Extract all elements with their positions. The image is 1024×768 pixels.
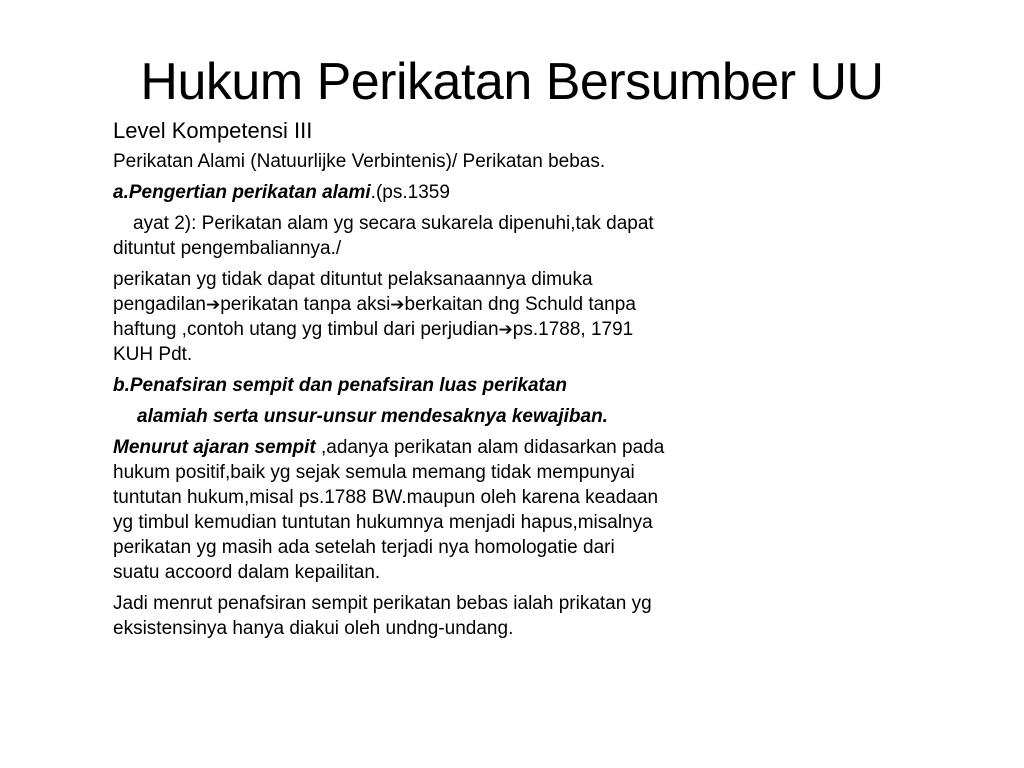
para2-seg-3: berkaitan dng Schuld tanpa — [404, 294, 636, 315]
ayat-line-2: dituntut pengembaliannya./ — [113, 238, 342, 259]
paragraph-ajaran-sempit — [113, 435, 853, 585]
paragraph-ayat — [113, 211, 853, 261]
para3-line-6: suatu accoord dalam kepailitan. — [113, 562, 381, 583]
para3-line-4: yg timbul kemudian tuntutan hukumnya menjadi hapus,misalnya — [113, 512, 653, 533]
para4-line-2: eksistensinya hanya diakui oleh undng-undang. — [113, 618, 514, 639]
section-a-heading: a.Pengertian perikatan alami — [113, 182, 371, 203]
para3-line-5: perikatan yg masih ada setelah terjadi nya homologatie dari — [113, 537, 615, 558]
para2-line-4: KUH Pdt. — [113, 344, 193, 365]
para2-seg-2: perikatan tanpa aksi — [220, 294, 391, 315]
slide-title: Hukum Perikatan Bersumber UU — [140, 53, 884, 111]
section-b-heading: b.Penafsiran sempit dan penafsiran luas perikatan — [113, 375, 568, 396]
paragraph-tidak-dapat-dituntut — [113, 267, 853, 367]
slide-subtitle: Level Kompetensi III — [113, 118, 313, 143]
para2-seg-4: haftung ,contoh utang yg timbul dari perjudian — [113, 319, 499, 340]
ayat-line-1: ayat 2): Perikatan alam yg secara sukarela dipenuhi,tak dapat — [133, 213, 654, 234]
paragraph-jadi — [113, 591, 853, 641]
arrow-right-icon: ➔ — [390, 295, 405, 314]
ajaran-sempit-lead: Menurut ajaran sempit — [113, 437, 316, 458]
para3-rest-1: ,adanya perikatan alam didasarkan pada — [315, 437, 665, 458]
section-a-heading-line — [113, 180, 853, 205]
para2-seg-1: pengadilan — [113, 294, 206, 315]
para3-line-2: hukum positif,baik yg sejak semula memang tidak mempunyai — [113, 462, 635, 483]
paragraph-perikatan-alami: Perikatan Alami (Natuurlijke Verbintenis)/ Perikatan bebas. — [113, 151, 606, 172]
para2-line-1: perikatan yg tidak dapat dituntut pelaksanaannya dimuka — [113, 269, 593, 290]
para4-line-1: Jadi menrut penafsiran sempit perikatan bebas ialah prikatan yg — [113, 593, 652, 614]
para3-line-3: tuntutan hukum,misal ps.1788 BW.maupun oleh karena keadaan — [113, 487, 659, 508]
para2-seg-5: ps.1788, 1791 — [512, 319, 634, 340]
arrow-right-icon: ➔ — [205, 295, 221, 314]
arrow-right-icon: ➔ — [498, 320, 513, 339]
section-b-heading-cont: alamiah serta unsur-unsur mendesaknya kewajiban. — [137, 406, 608, 427]
slide-body — [113, 117, 853, 647]
section-a-ref: .(ps.1359 — [370, 182, 450, 203]
